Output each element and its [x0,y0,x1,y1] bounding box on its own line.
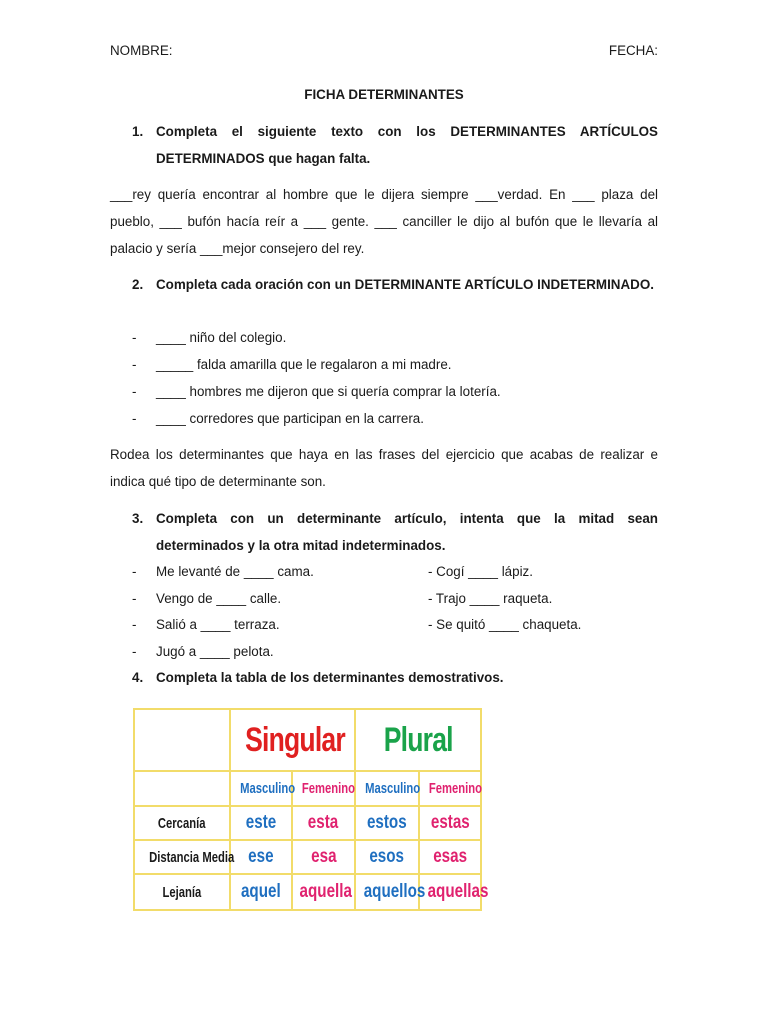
exercise-1-instruction [132,118,658,172]
exercise-4-instruction [132,664,658,691]
list-dash: - [132,411,137,426]
name-label: NOMBRE: [110,43,173,58]
exercise-1-paragraph: ___rey quería encontrar al hombre que le dijera siempre ___verdad. En ___ plaza del pueblo, ___ bufón hacía reír a ___ gente. ___ canciller le dijo al bufón que le llevaría al palacio y sería ___mejor consejero del rey. [110,187,658,256]
masculino-label: Masculino [365,780,421,797]
list-item [132,382,501,402]
table-cell: estas [430,812,470,833]
list-item-text: Vengo de ____ calle. [156,591,282,606]
exercise-4-text: Completa la tabla de los determinantes demostrativos. [156,670,504,685]
gender-header [355,771,419,806]
list-dash: - [132,384,137,399]
list-item-right: - Se quitó ____ chaqueta. [428,617,582,632]
exercise-3-text: Completa con un determinante artículo, intenta que la mitad sean determinados y la otra mitad indeterminados. [156,511,658,553]
table-cell: aquellas [427,881,489,902]
exercise-1-text: Completa el siguiente texto con los DETERMINANTES ARTÍCULOS DETERMINADOS que hagan falta. [156,124,658,166]
list-item [132,409,424,429]
gender-header [292,771,355,806]
list-dash: - [132,644,137,659]
list-item-text: _____ falda amarilla que le regalaron a mi madre. [156,357,452,372]
table-row [134,806,481,840]
row-label: Lejanía [162,883,202,901]
exercise-2-note: Rodea los determinantes que haya en las frases del ejercicio que acabas de realizar e indica qué tipo de determinante son. [110,447,658,489]
list-item [132,589,281,609]
table-cell: esas [433,846,467,867]
table-empty-cell [134,771,230,806]
list-item-text: ____ niño del colegio. [156,330,287,345]
list-item [132,562,314,582]
list-item [132,328,286,348]
list-item-text: ____ hombres me dijeron que si quería comprar la lotería. [156,384,501,399]
table-cell: esa [310,846,337,867]
list-item-text: Me levanté de ____ cama. [156,564,314,579]
singular-header [230,709,355,771]
list-item-text: ____ corredores que participan en la carrera. [156,411,424,426]
list-dash: - [132,330,137,345]
list-dash: - [132,591,137,606]
exercise-3-instruction [132,505,658,559]
list-dash: - [132,357,137,372]
row-label: Distancia Media [149,848,235,866]
list-dash: - [132,617,137,632]
list-item-right: - Cogí ____ lápiz. [428,564,533,579]
table-cell: aquel [241,881,281,902]
exercise-3-number: 3. [132,511,144,526]
row-label: Cercanía [158,814,206,832]
worksheet-title: FICHA DETERMINANTES [304,87,464,102]
list-item-right: - Trajo ____ raqueta. [428,591,553,606]
exercise-4-number: 4. [132,670,144,685]
gender-header [230,771,296,806]
plural-label: Plural [383,720,453,759]
exercise-1-number: 1. [132,124,144,139]
list-item-text: Jugó a ____ pelota. [156,644,274,659]
singular-label: Singular [245,720,345,759]
table-cell: esos [369,846,405,867]
list-item [132,642,274,662]
table-row [134,840,481,874]
exercise-2-text: Completa cada oración con un DETERMINANTE ARTÍCULO INDETERMINADO. [156,277,654,292]
table-row [134,874,481,910]
list-item-text: Salió a ____ terraza. [156,617,280,632]
femenino-label: Femenino [301,780,355,797]
exercise-2-instruction [132,271,658,298]
gender-header [419,771,481,806]
table-cell: ese [248,846,274,867]
femenino-label: Femenino [428,780,482,797]
table-cell: aquellos [363,881,426,902]
table-corner-cell [134,709,230,771]
demonstratives-table [133,708,489,911]
list-dash: - [132,564,137,579]
table-cell: este [245,812,277,833]
table-cell: estos [367,812,407,833]
list-item [132,615,280,635]
plural-header [355,709,481,771]
table-cell: esta [308,812,339,833]
header [110,43,658,58]
date-label: FECHA: [608,43,658,58]
exercise-2-number: 2. [132,277,144,292]
table-cell: aquella [299,881,352,902]
masculino-label: Masculino [240,780,296,797]
list-item [132,355,452,375]
